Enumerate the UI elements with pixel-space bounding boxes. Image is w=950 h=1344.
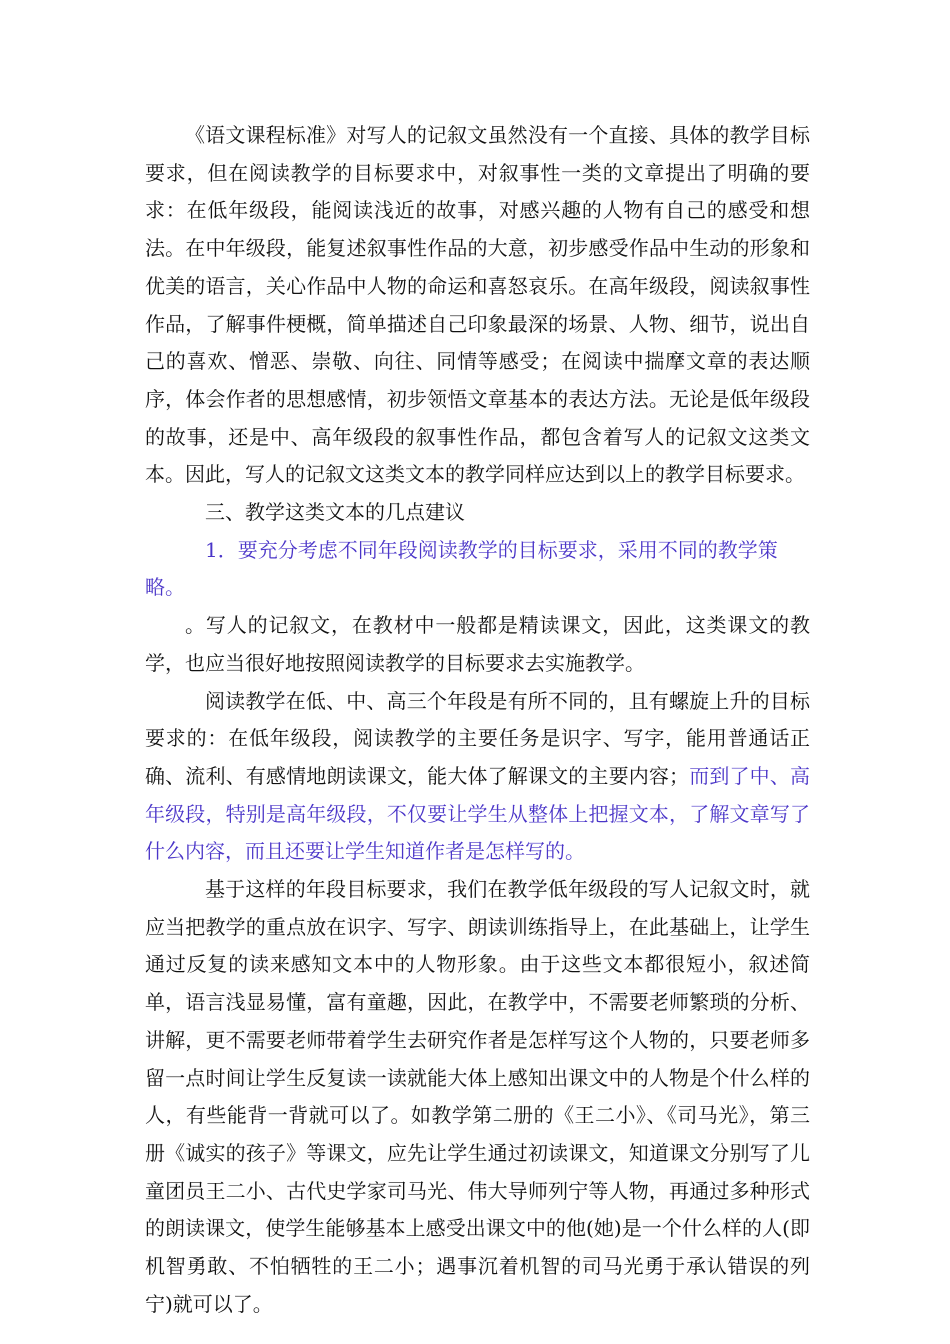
document-page [145, 117, 810, 1324]
paragraph-intensive-reading: 。写人的记叙文，在教材中一般都是精读课文，因此，这类课文的教学，也应当很好地按照阅读教学的目标要求去实施教学。 [145, 613, 810, 675]
section-heading-suggestions: 三、教学这类文本的几点建议 [205, 500, 465, 525]
paragraph-grade-goals-text: 阅读教学在低、中、高三个年段是有所不同的，且有螺旋上升的目标要求的：在低年级段，阅读教学的主要任务是识字、写字，能用普通话正确、流利、有感情地朗读课文，能大体了解课文的主要内容； [145, 688, 810, 788]
paragraph-grade-goals-highlight: 而到了中、高年级段，特别是高年级段，不仅要让学生从整体上把握文本，了解文章写了什么内容，而且还要让学生知道作者是怎样写的。 [145, 763, 810, 864]
paragraph-low-grade-teaching: 基于这样的年段目标要求，我们在教学低年级段的写人记叙文时，就应当把教学的重点放在识字、写字、朗读训练指导上，在此基础上，让学生通过反复的读来感知文本中的人物形象。由于这些文本都很短小，叙述简单，语言浅显易懂，富有童趣，因此，在教学中，不需要老师繁琐的分析、讲解，更不需要老师带着学生去研究作者是怎样写这个人物的，只要老师多留一点时间让学生反复读一读就能大体上感知出课文中的人物是个什么样的人，有些能背一背就可以了。如教学第二册的《王二小》、《司马光》，第三册《诚实的孩子》等课文，应先让学生通过初读课文，知道课文分别写了儿童团员王二小、古代史学家司马光、伟大导师列宁等人物，再通过多种形式的朗读课文，使学生能够基本上感受出课文中的他(她)是一个什么样的人(即机智勇敢、不怕牺牲的王二小；遇事沉着机智的司马光勇于承认错误的列宁)就可以了。 [145, 877, 810, 1316]
paragraph-curriculum-standard: 《语文课程标准》对写人的记叙文虽然没有一个直接、具体的教学目标要求，但在阅读教学的目标要求中，对叙事性一类的文章提出了明确的要求：在低年级段，能阅读浅近的故事，对感兴趣的人物有自己的感受和想法。在中年级段，能复述叙事性作品的大意，初步感受作品中生动的形象和优美的语言，关心作品中人物的命运和喜怒哀乐。在高年级段，阅读叙事性作品，了解事件梗概，简单描述自己印象最深的场景、人物、细节，说出自己的喜欢、憎恶、崇敬、向往、同情等感受；在阅读中揣摩文章的表达顺序，体会作者的思想感情，初步领悟文章基本的表达方法。无论是低年级段的故事，还是中、高年级段的叙事性作品，都包含着写人的记叙文这类文本。因此，写人的记叙文这类文本的教学同样应达到以上的教学目标要求。 [145, 123, 810, 487]
paragraph-grade-goals [145, 683, 810, 872]
subheading-strategy: 1．要充分考虑不同年段阅读教学的目标要求，采用不同的教学策略。 [145, 537, 778, 600]
